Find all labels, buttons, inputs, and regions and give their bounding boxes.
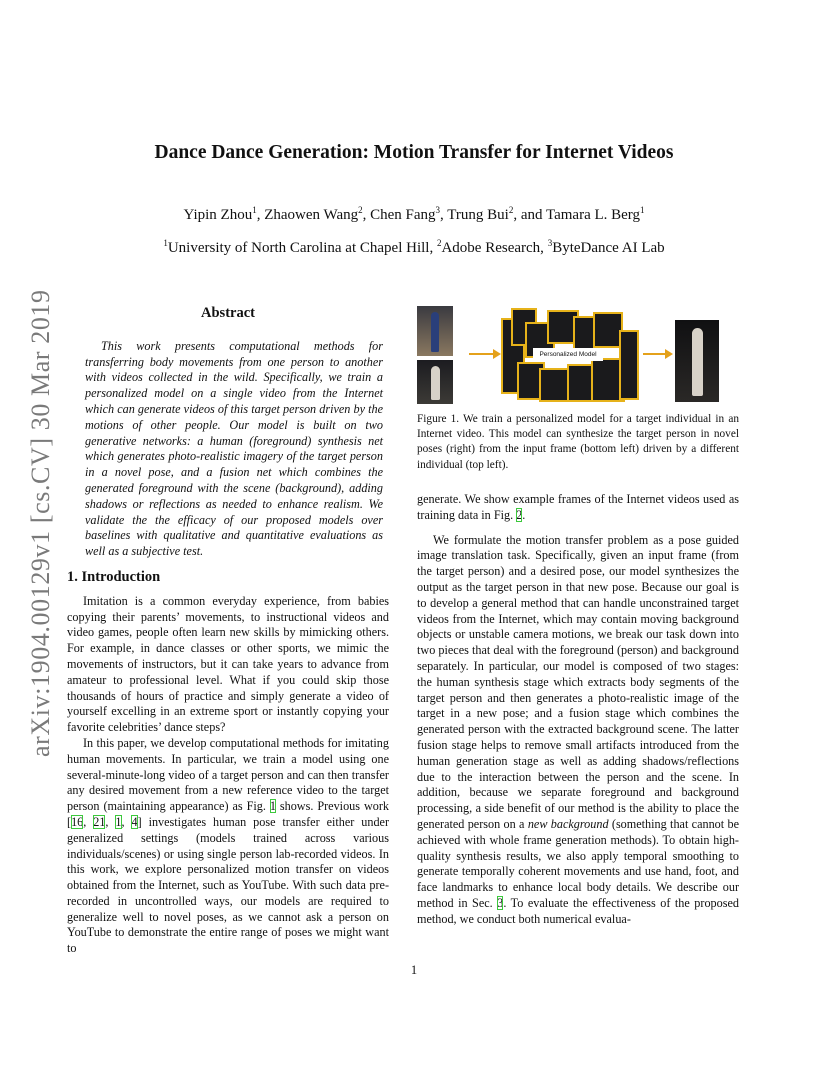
affil-mark: 2 [436, 238, 442, 248]
affil-mark: 1 [163, 238, 168, 248]
author-name: , Trung Bui [440, 207, 509, 223]
affiliation: Adobe Research, [441, 240, 548, 256]
author-name: Yipin Zhou [183, 207, 253, 223]
left-column [67, 306, 389, 957]
arrow-in-head [493, 349, 501, 359]
author-affil-mark: 1 [252, 205, 257, 215]
paragraph-text: We formulate the motion transfer problem as a pose guided image translation task. Specifically, given an input frame (from the target person) and a desired pose, our model synthesizes the output as the target person in that new pose. Because our goal is to develop a general method that can handle unconstrained target videos from the Internet, which may contain moving background objects or unstable camera motions, we break our task down into two pieces that deal with the foreground (person) and background separately. In particular, our model is composed of two stages: the human synthesis stage which extracts body segments of the target person and then generates a photo-realistic image of the target in a new pose; and a fusion stage which combines the generated person with the extracted background scene. The latter fusion stage helps to remove small artifacts introduced from the human generation stage as well as adding shadows/reflections due to the interaction between the person and the scene. In addition, because we separate foreground and background processing, a side benefit of our method is the ability to place the generated person on a [417, 532, 739, 831]
generated-person [692, 328, 703, 396]
author-affil-mark: 1 [640, 205, 645, 215]
paragraph-text: , [121, 814, 132, 829]
author-list [0, 207, 828, 224]
citation-link[interactable]: 16 [71, 814, 84, 829]
affiliation: University of North Carolina at Chapel Hill, [167, 240, 437, 256]
paper-title: Dance Dance Generation: Motion Transfer for Internet Videos [154, 142, 674, 163]
paragraph-text: . To evaluate the effectiveness of the proposed method, we conduct both numerical evalua- [417, 895, 739, 926]
figure-1-caption: Figure 1. We train a personalized model for a target individual in an Internet video. This model can synthesize the target person in novel poses (right) from the input frame (bottom left) driven by a different individual (top left). [417, 413, 739, 471]
arxiv-identifier: arXiv:1904.00129v1 [cs.CV] 30 Mar 2019 [26, 289, 55, 757]
input-driving-frame [417, 306, 453, 356]
author-name: , Zhaowen Wang [256, 207, 359, 223]
target-person [431, 366, 440, 400]
citation-link[interactable]: 21 [93, 814, 106, 829]
intro-paragraph-1: Imitation is a common everyday experience, from babies copying their parents’ movements, to instructional videos and video games, people often learn new skills by mimicking others. For example, in dance classes or other sports, we mimic the movements of instructors, but it can take years to advance from amateur to professional level. What if you could skip those thousands of hours of practice and simply generate a video of yourself excelling in an extreme sport or instantly copying your favorite celebrities’ dance steps? [67, 593, 389, 735]
paragraph-text: generate. We show example frames of the Internet videos used as training data in Fig. [417, 492, 739, 522]
driving-person [431, 312, 439, 352]
affiliation-list [0, 240, 828, 257]
right-paragraph-2 [417, 533, 739, 928]
author-name: , and Tamara L. Berg [513, 207, 641, 223]
author-affil-mark: 2 [358, 205, 363, 215]
paragraph-text: , [105, 814, 116, 829]
arrow-in [469, 353, 493, 355]
citation-link[interactable]: 1 [115, 814, 122, 829]
personalized-model-label: Personalized Model [533, 348, 603, 361]
paragraph-text: In this paper, we develop computational methods for imitating human movements. In particular, we train a model using one several-minute-long video of a target person and can then transfer any desired movement from a new reference video to the target person (maintaining appearance) as Fig. [67, 735, 389, 814]
figure-ref-link[interactable]: 1 [269, 799, 276, 814]
figure-ref-link[interactable]: 2 [516, 507, 523, 522]
output-frame [675, 320, 719, 402]
paragraph-text: (something that cannot be achieved with whole frame generation methods). To obtain high-quality synthesis results, we also apply temporal smoothing to generate temporally coherent movements and use hand, foot, and face landmarks to enhance local body details. We describe our method in Sec. [417, 816, 739, 910]
emphasis-text: new background [527, 816, 609, 831]
abstract-heading: Abstract [201, 305, 255, 321]
author-affil-mark: 2 [508, 205, 514, 215]
citation-link[interactable]: 4 [131, 814, 138, 829]
arrow-out [643, 353, 665, 355]
author-name: , Chen Fang [362, 207, 436, 223]
right-column [417, 492, 739, 928]
right-paragraph-1 [417, 492, 739, 524]
page-number: 1 [410, 963, 418, 977]
figure-1-image [417, 306, 739, 406]
paragraph-text: . [522, 507, 526, 522]
affil-mark: 3 [547, 238, 553, 248]
intro-paragraph-2 [67, 736, 389, 957]
affiliation: ByteDance AI Lab [552, 240, 665, 256]
paragraph-text: , [83, 814, 94, 829]
author-affil-mark: 3 [435, 205, 441, 215]
paragraph-text: ] investigates human pose transfer either under generalized settings (models trained across various individuals/scenes) or using single person lab-recorded videos. In this work, we explore personalized motion transfer on videos obtained from the Internet, such as YouTube. With such data pre-recorded in uncontrolled ways, our models are required to generalize well to novel poses, as we cannot ask a person on YouTube to demonstrate the entire range of poses we might want to [67, 814, 390, 956]
section-heading-introduction: 1. Introduction [67, 568, 161, 585]
arrow-out-head [665, 349, 673, 359]
paragraph-text: shows. Previous work [ [67, 799, 389, 829]
training-frame [619, 330, 639, 400]
abstract-text: This work presents computational methods for transferring body movements from one person to another with videos collected in the wild. Specifically, we train a personalized model on a single video from the Internet which can generate videos of this target person driven by the motions of other people. Our model is built on two generative networks: a human (foreground) synthesis net which generates photo-realistic imagery of the target person in a novel pose, and a fusion net which combines the generated foreground with the scene (background), adding shadows or reflections as needed to enhance realism. We validate the the efficacy of our proposed models over baselines with qualitative and quantitative evaluations as well as a subjective test. [85, 338, 383, 559]
input-target-frame [417, 360, 453, 404]
section-ref-link[interactable]: 3 [497, 895, 504, 910]
